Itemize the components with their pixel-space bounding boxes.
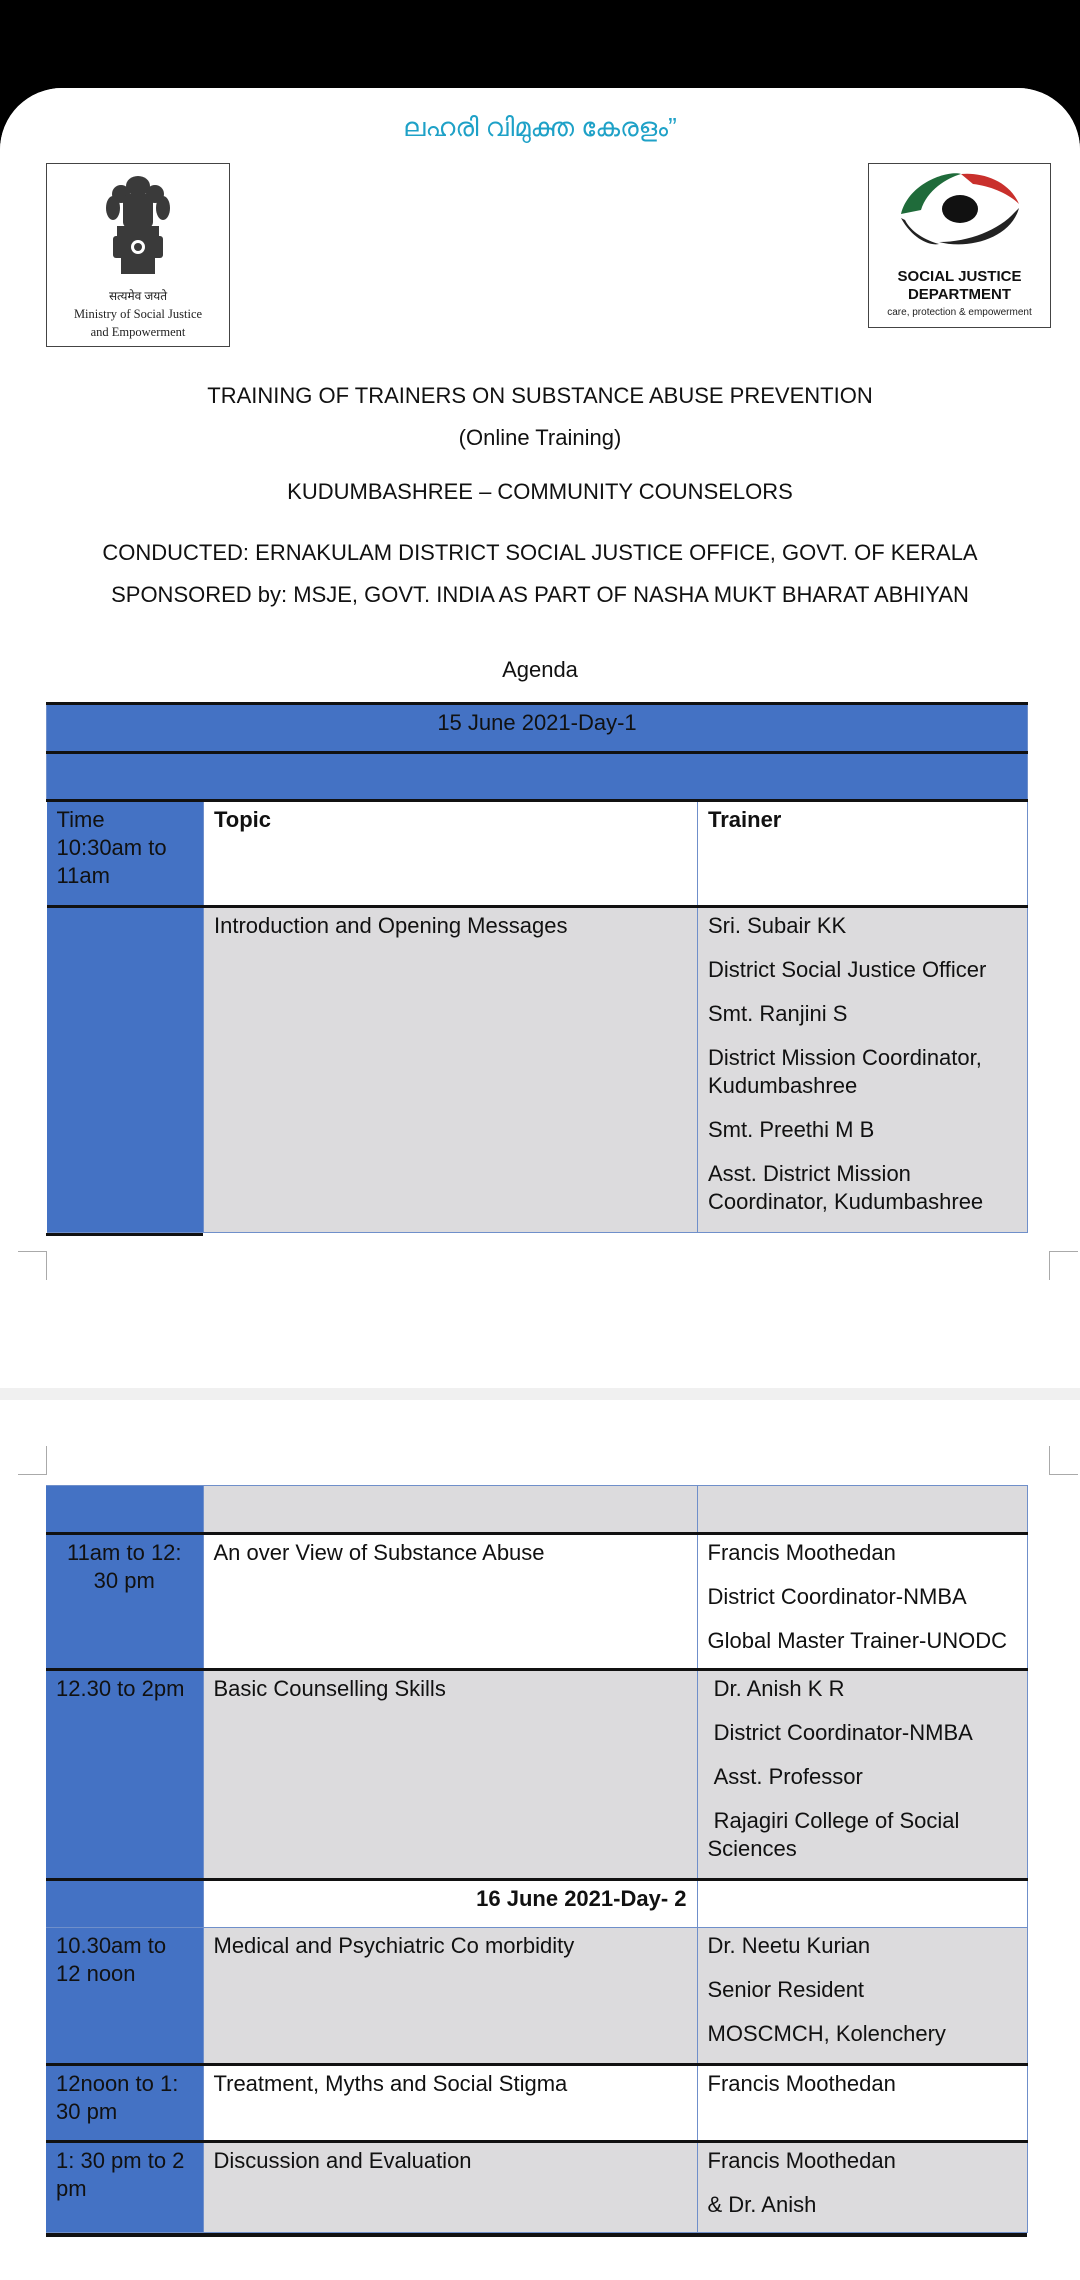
trainer-line: District Social Justice Officer	[708, 957, 987, 982]
document-page-2	[0, 1400, 1080, 2280]
agenda-label: Agenda	[502, 657, 578, 682]
trainer-line: Rajagiri College of Social Sciences	[707, 1808, 966, 1861]
session-topic: Introduction and Opening Messages	[204, 907, 698, 1233]
trainer-line: Francis Moothedan	[707, 2148, 896, 2173]
table-row	[47, 753, 1028, 801]
header-topic: Topic	[204, 801, 698, 907]
session-trainers	[697, 1670, 1027, 1880]
trainer-line: Sri. Subair KK	[708, 913, 847, 938]
session-time: 10.30am to 12 noon	[46, 1928, 203, 2065]
sponsored-line: SPONSORED by: MSJE, GOVT. INDIA AS PART OF NASHA MUKT BHARAT ABHIYAN	[111, 582, 969, 607]
table-row	[46, 1880, 1027, 1928]
session-topic: Medical and Psychiatric Co morbidity	[203, 1928, 697, 2065]
trainer-line: MOSCMCH, Kolenchery	[707, 2021, 946, 2046]
trainer-line: Dr. Anish K R	[707, 1676, 845, 1701]
empty-cell	[46, 1880, 203, 1928]
social-justice-eye-icon	[869, 164, 1050, 264]
agenda-table-day1	[46, 702, 1028, 1233]
header-time: Time 10:30am to 11am	[47, 801, 204, 907]
session-topic: Treatment, Myths and Social Stigma	[203, 2065, 697, 2142]
trainer-line: District Mission Coordinator, Kudumbashree	[708, 1045, 982, 1098]
trainer-line: Smt. Preethi M B	[708, 1117, 875, 1142]
day1-title: 15 June 2021-Day-1	[47, 704, 1028, 753]
table-row	[46, 1534, 1027, 1670]
session-trainers	[697, 1534, 1027, 1670]
sjd-name-line1: SOCIAL JUSTICE	[897, 268, 1022, 285]
trainer-line: Global Master Trainer-UNODC	[707, 1628, 1008, 1653]
session-topic: An over View of Substance Abuse	[203, 1534, 697, 1670]
session-time: 12.30 to 2pm	[46, 1670, 203, 1880]
sjd-name-line2: DEPARTMENT	[907, 286, 1012, 303]
table-row	[46, 2065, 1027, 2142]
trainer-line: Francis Moothedan	[707, 1540, 896, 1565]
trainer-line: & Dr. Anish	[707, 2192, 817, 2217]
session-time: 12noon to 1: 30 pm	[46, 2065, 203, 2142]
table-row	[46, 1928, 1027, 2065]
table-row	[47, 907, 1028, 1233]
trainer-line: Francis Moothedan	[707, 2071, 896, 2096]
malayalam-title: ലഹരി വിമുക്ത കേരളം”	[403, 112, 677, 142]
agenda-table-continued	[46, 1485, 1028, 2233]
ministry-name-line2: and Empowerment	[90, 325, 186, 339]
ministry-name-line1: Ministry of Social Justice	[73, 307, 203, 321]
session-trainers	[697, 1928, 1027, 2065]
trainer-line: District Coordinator-NMBA	[707, 1720, 973, 1745]
session-trainers	[697, 2065, 1027, 2142]
empty-cell	[697, 1880, 1027, 1928]
conducted-line: CONDUCTED: ERNAKULAM DISTRICT SOCIAL JUSTICE OFFICE, GOVT. OF KERALA	[102, 540, 978, 565]
empty-cell	[697, 1486, 1027, 1534]
session-topic: Discussion and Evaluation	[203, 2142, 697, 2233]
crop-mark	[1049, 1446, 1078, 1475]
ashoka-emblem-icon	[47, 164, 229, 294]
table-bottom-rule	[46, 2233, 1027, 2237]
empty-row	[47, 753, 1028, 801]
training-title: TRAINING OF TRAINERS ON SUBSTANCE ABUSE PREVENTION	[207, 383, 873, 408]
trainer-line: Asst. Professor	[707, 1764, 863, 1789]
trainer-line: Senior Resident	[707, 1977, 865, 2002]
crop-mark	[18, 1251, 47, 1280]
day2-title: 16 June 2021-Day- 2	[203, 1880, 697, 1928]
table-bottom-rule	[46, 1233, 203, 1236]
training-mode: (Online Training)	[458, 425, 622, 450]
crop-mark	[1049, 1251, 1078, 1280]
empty-cell	[203, 1486, 697, 1534]
trainer-line: Smt. Ranjini S	[708, 1001, 848, 1026]
session-trainers	[698, 907, 1028, 1233]
empty-cell	[46, 1486, 203, 1534]
session-time: 1: 30 pm to 2 pm	[46, 2142, 203, 2233]
document-page-1	[0, 88, 1080, 1388]
trainer-line: Dr. Neetu Kurian	[707, 1933, 871, 1958]
table-row	[46, 2142, 1027, 2233]
table-row	[47, 704, 1028, 753]
trainer-line: District Coordinator-NMBA	[707, 1584, 967, 1609]
social-justice-department-logo	[868, 163, 1051, 328]
document-viewer[interactable]	[0, 88, 1080, 2280]
emblem-motto: सत्यमेव जयते	[108, 289, 168, 303]
session-topic: Basic Counselling Skills	[203, 1670, 697, 1880]
session-trainers	[697, 2142, 1027, 2233]
header-trainer: Trainer	[698, 801, 1028, 907]
ministry-emblem-logo	[46, 163, 230, 347]
table-header-row	[47, 801, 1028, 907]
sjd-tagline: care, protection & empowerment	[887, 307, 1032, 318]
table-row	[46, 1670, 1027, 1880]
crop-mark	[18, 1446, 47, 1475]
table-row	[46, 1486, 1027, 1534]
trainer-line: Asst. District Mission Coordinator, Kudumbashree	[708, 1161, 984, 1214]
session-time	[47, 907, 204, 1233]
session-time: 11am to 12: 30 pm	[46, 1534, 203, 1670]
audience-line: KUDUMBASHREE – COMMUNITY COUNSELORS	[287, 479, 793, 504]
